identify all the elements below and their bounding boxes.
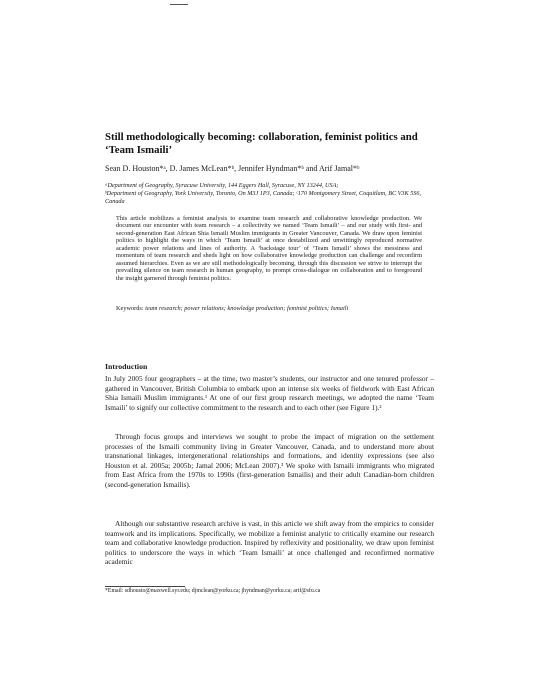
keywords-label: Keywords: xyxy=(116,305,144,312)
body-paragraph: Through focus groups and interviews we sought to probe the impact of migration on the settlement processes of the Ismaili community living in Greater Vancouver, Canada, and to understand more about transnational linkages, intergenerational relationships and formations, and identity expressions (see also Houston et al. 2005a; 2005b; Jamal 2006; McLean 2007).³ We spoke with Ismaili immigrants who migrated from East Africa from the 1970s to 1990s (first-generation Ismailis) and their adult Canadian-born children (second-generation Ismailis). xyxy=(105,432,434,489)
affiliation-line: ᵃDepartment of Geography, Syracuse University, 144 Eggers Hall, Syracuse, NY 13244, USA; xyxy=(105,182,339,189)
footnote: *Email: sdhousto@maxwell.syr.edu; djmclean@yorku.ca; jhyndman@yorku.ca; arif@sfu.ca xyxy=(105,588,321,594)
page-corner-mark xyxy=(170,0,188,5)
footnote-divider xyxy=(105,586,185,587)
keywords-list: team research; power relations; knowledge production; feminist politics; Ismaili xyxy=(145,305,349,312)
body-paragraph: In July 2005 four geographers – at the time, two master’s students, our instructor and one tenured professor – gathered in Vancouver, British Columbia to embark upon an intense six weeks of fieldwork with East African Shia Ismaili Muslim immigrants.¹ At one of our first group research meetings, we adopted the name ‘Team Ismaili’ to signify our collective commitment to the research and to each other (see Figure 1).² xyxy=(105,374,434,412)
body-paragraph: Although our substantive research archive is vast, in this article we shift away from the empirics to consider teamwork and its implications. Specifically, we mobilize a feminist analytic to critically examine our research team and collaborative knowledge production. Inspired by reflexivity and positionality, we draw upon feminist politics to underscore the ways in which ‘Team Ismaili’ at once challenged and reconfirmed normative academic xyxy=(105,519,434,567)
affiliations xyxy=(105,182,435,205)
affiliation-line: ᵇDepartment of Geography, York University, Toronto, On M3J 1P3, Canada; ᶜ170 Montgomery Street, Coquitlam, BC V3K 5S6, Canada xyxy=(105,189,422,205)
keywords xyxy=(116,305,422,312)
paper-title: Still methodologically becoming: collaboration, feminist politics and ‘Team Ismaili’ xyxy=(105,131,418,156)
author-list: Sean D. Houston*ᵃ, D. James McLean*ᵇ, Jennifer Hyndman*ᵇ and Arif Jamal*ᵇ xyxy=(105,164,360,173)
section-heading-introduction: Introduction xyxy=(105,362,148,371)
abstract: This article mobilizes a feminist analysis to examine team research and collaborative knowledge production. We document our encounter with team research – a collectivity we named ‘Team Ismaili’ – and our study with first- and second-generation East African Shia Ismaili Muslim immigrants in Greater Vancouver, Canada. We draw upon feminist politics to highlight the ways in which ‘Team Ismaili’ at once destabilized and unwittingly reproduced normative academic power relations and lines of authority. A ‘backstage tour’ of ‘Team Ismaili’ shows the messiness and momentum of team research and sheds light on how collaborative knowledge production can challenge and reconfirm assumed hierarchies. Even as we are still methodologically becoming, through this discussion we strive to interrupt the prevailing silence on team research in human geography, to prompt cross-dialogue on collaboration and to foreground the insight garnered through feminist politics. xyxy=(116,215,422,282)
